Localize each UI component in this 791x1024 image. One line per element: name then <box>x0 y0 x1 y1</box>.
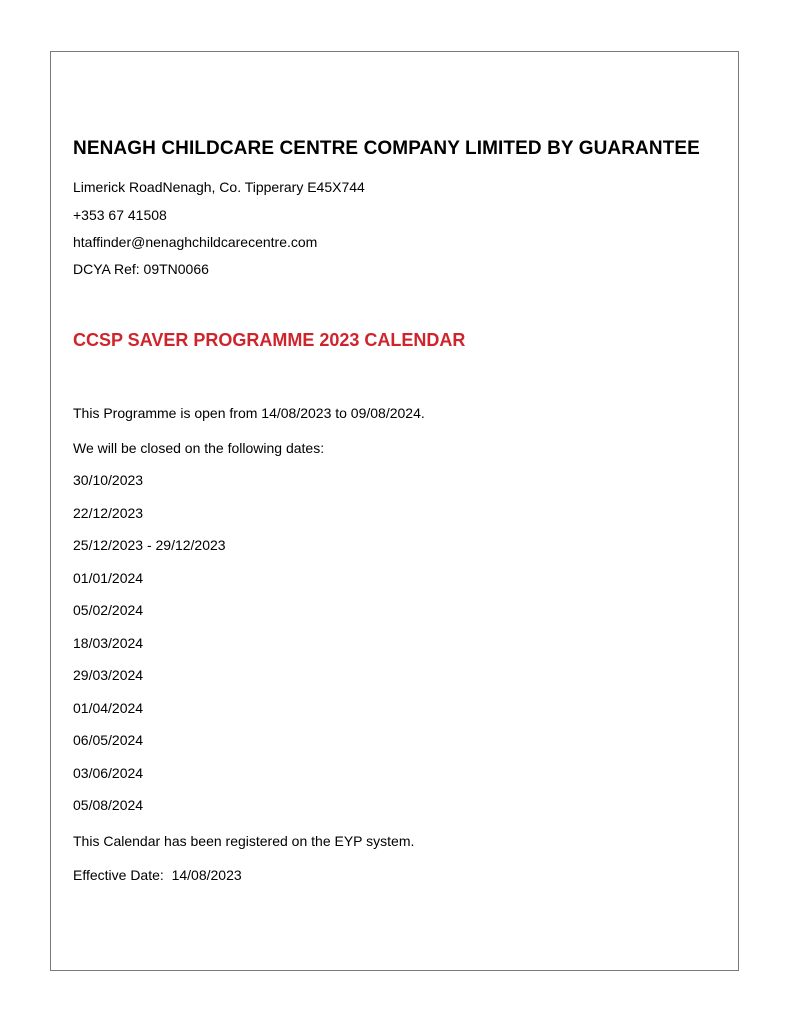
closed-date: 05/02/2024 <box>73 602 144 618</box>
open-period-text: This Programme is open from 14/08/2023 to 09/08/2024. <box>73 405 425 421</box>
calendar-title: CCSP SAVER PROGRAMME 2023 CALENDAR <box>73 330 466 350</box>
organization-email: htaffinder@nenaghchildcarecentre.com <box>73 234 318 250</box>
effective-date: Effective Date: 14/08/2023 <box>73 867 242 883</box>
closed-date: 01/01/2024 <box>73 569 144 586</box>
closed-date: 25/12/2023 - 29/12/2023 <box>73 537 226 553</box>
closed-date: 30/10/2023 <box>73 472 144 488</box>
closed-dates-intro: We will be closed on the following dates: <box>73 440 325 456</box>
closed-date: 18/03/2024 <box>73 634 144 651</box>
closed-date: 05/08/2024 <box>73 797 144 813</box>
closed-date: 22/12/2023 <box>73 504 144 521</box>
organization-phone: +353 67 41508 <box>73 207 167 223</box>
closed-date: 03/06/2024 <box>73 764 144 781</box>
closed-date: 01/04/2024 <box>73 699 144 716</box>
organization-name: NENAGH CHILDCARE CENTRE COMPANY LIMITED BY GUARANTEE <box>73 138 700 159</box>
registration-note: This Calendar has been registered on the EYP system. <box>73 833 415 849</box>
closed-dates-list <box>73 472 226 830</box>
dcya-reference: DCYA Ref: 09TN0066 <box>73 261 209 277</box>
closed-date: 06/05/2024 <box>73 732 144 748</box>
organization-address: Limerick RoadNenagh, Co. Tipperary E45X744 <box>73 179 365 195</box>
closed-date: 29/03/2024 <box>73 667 144 683</box>
